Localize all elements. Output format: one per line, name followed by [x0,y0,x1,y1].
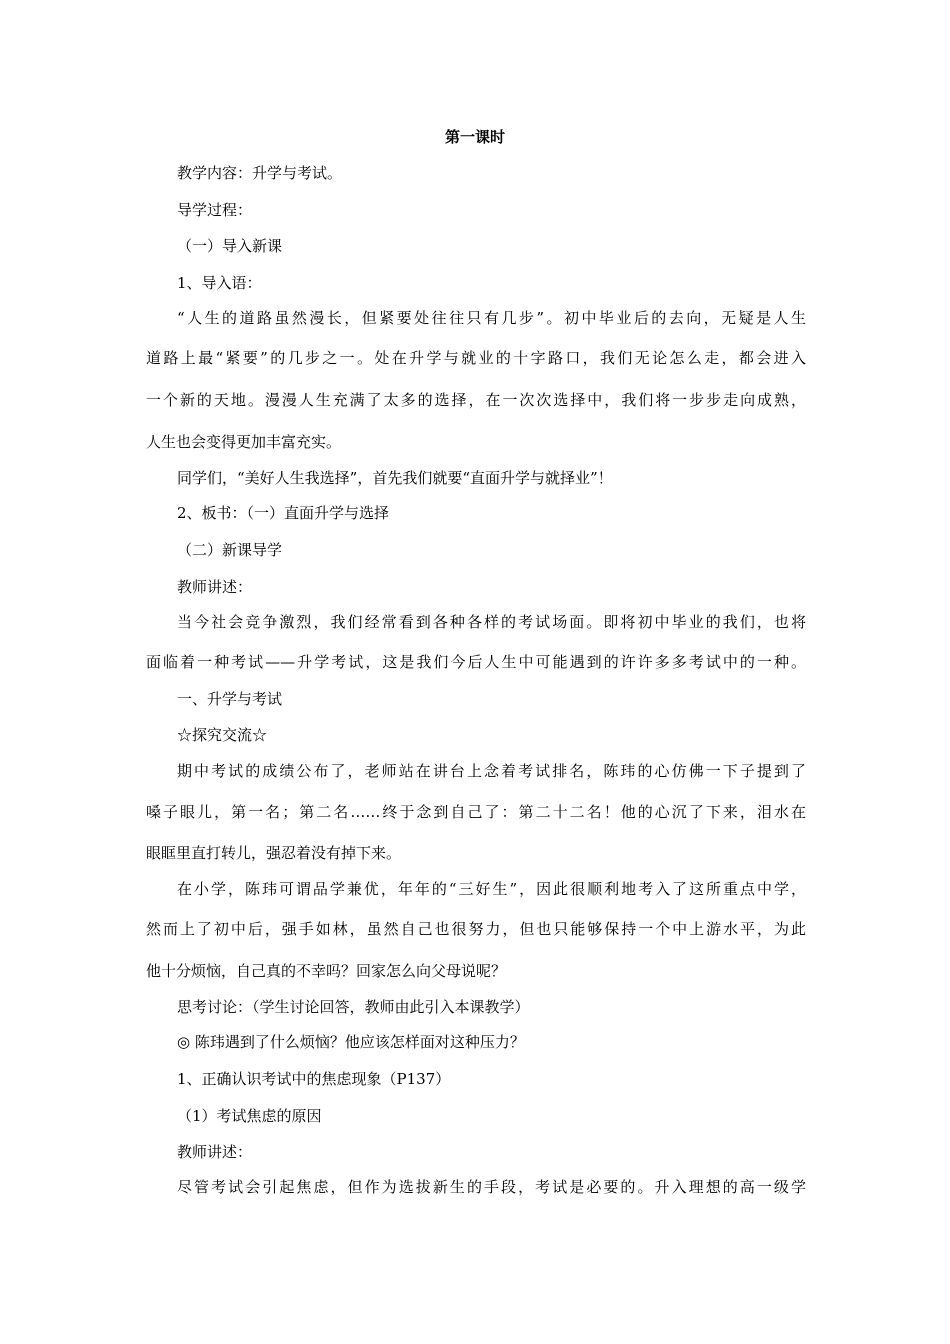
question-line: ◎ 陈玮遇到了什么烦恼？他应该怎样面对这种压力？ [177,1033,525,1051]
board-writing-line: 2、板书：（一）直面升学与选择 [177,504,390,522]
paragraph-line: 一个新的天地。漫漫人生充满了太多的选择，在一次次选择中，我们将一步步走向成熟， [146,391,806,409]
point-heading: 1、正确认识考试中的焦虑现象（P137） [177,1070,451,1088]
paragraph-line: 嗓子眼儿，第一名；第二名……终于念到自己了：第二十二名！他的心沉了下来，泪水在 [146,803,806,821]
paragraph-line: 尽管考试会引起焦虑，但作为选拔新生的手段，考试是必要的。升入理想的高一级学 [177,1178,806,1196]
paragraph-line: 面临着一种考试——升学考试，这是我们今后人生中可能遇到的许许多多考试中的一种。 [146,653,806,671]
lesson-title: 第一课时 [444,128,505,146]
guidance-process-heading: 导学过程： [177,201,253,219]
paragraph-line: 人生也会变得更加丰富充实。 [146,433,342,451]
paragraph-line: “人生的道路虽然漫长，但紧要处往往只有几步”。初中毕业后的去向，无疑是人生 [177,309,806,327]
teaching-content: 教学内容：升学与考试。 [177,164,343,182]
subsection-heading: 一、升学与考试 [177,690,283,708]
paragraph-line: 同学们，“美好人生我选择”，首先我们就要“直面升学与就择业”！ [177,469,613,487]
explore-exchange-label: ☆探究交流☆ [177,726,268,744]
paragraph-line: 当今社会竞争激烈，我们经常看到各种各样的考试场面。即将初中毕业的我们，也将 [177,613,806,631]
paragraph-line: 在小学，陈玮可谓品学兼优，年年的“三好生”，因此很顺利地考入了这所重点中学， [177,880,806,898]
section-new-lesson-heading: （二）新课导学 [177,541,283,559]
subpoint-heading: （1）考试焦虑的原因 [177,1107,322,1125]
paragraph-line: 他十分烦恼，自己真的不幸吗？回家怎么向父母说呢？ [146,962,507,980]
discussion-line: 思考讨论：（学生讨论回答，教师由此引入本课教学） [177,998,530,1016]
paragraph-line: 道路上最“紧要”的几步之一。处在升学与就业的十字路口，我们无论怎么走，都会进入 [146,349,806,367]
intro-speech-heading: 1、导入语： [177,274,262,292]
teacher-narration-label: 教师讲述： [177,1143,253,1161]
paragraph-line: 期中考试的成绩公布了，老师站在讲台上念着考试排名，陈玮的心仿佛一下子提到了 [177,762,806,780]
teacher-narration-label: 教师讲述： [177,578,253,596]
paragraph-line: 眼眶里直打转儿，强忍着没有掉下来。 [146,844,402,862]
paragraph-line: 然而上了初中后，强手如林，虽然自己也很努力，但也只能够保持一个中上游水平，为此 [146,920,806,938]
section-intro-heading: （一）导入新课 [177,237,283,255]
